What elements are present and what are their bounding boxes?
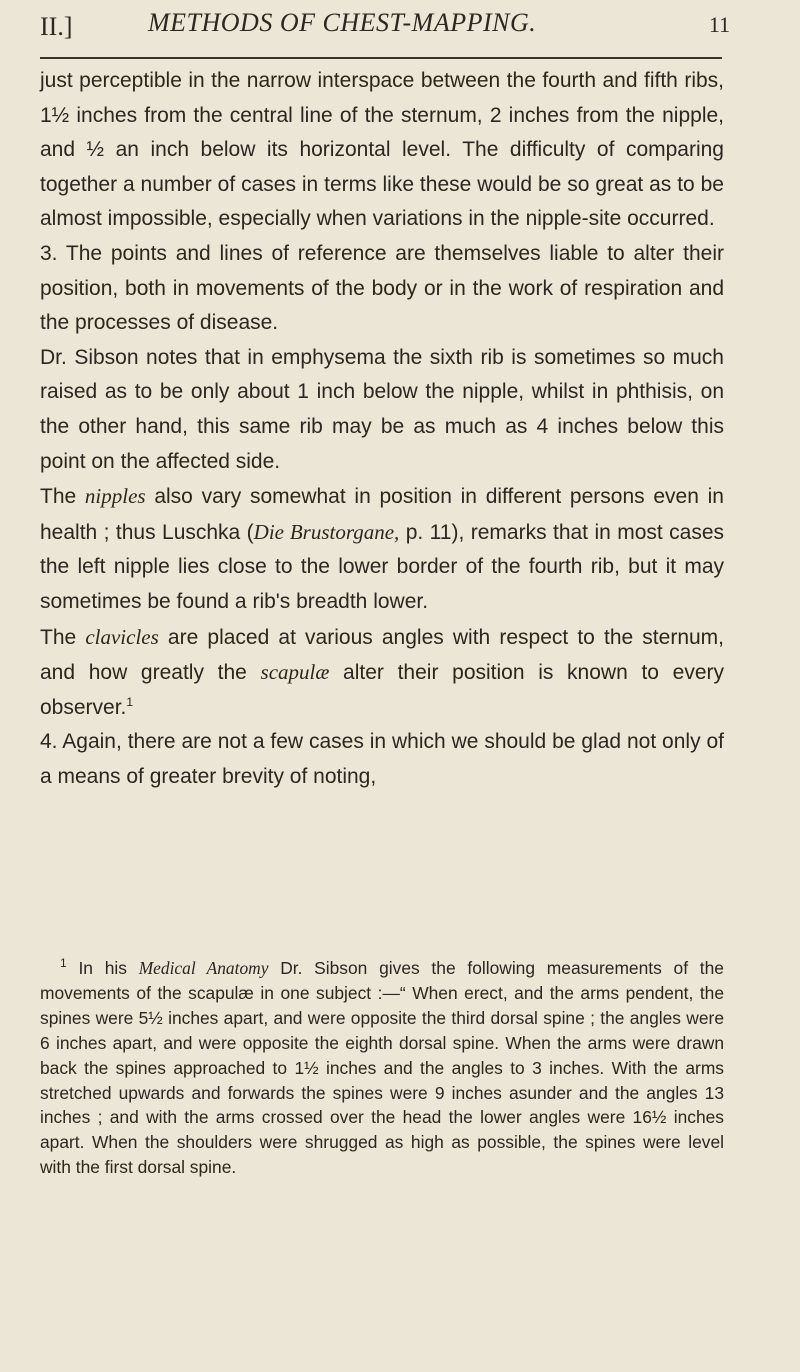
book-title: Medical Anatomy [138, 958, 269, 978]
page-number: 11 [708, 12, 730, 37]
header-rule [40, 57, 722, 59]
footnote-reference: 1 [126, 694, 134, 709]
text-run: are placed at various angles with respect to the sternum, and how greatly the [40, 625, 725, 685]
text-run: The [40, 485, 85, 509]
paragraph: Dr. Sibson notes that in emphysema the sixth rib is sometimes so much raised as to be only about 1 inch below the nipple, whilst in phthisis, on the other hand, this same rib may be as much as 4 inches below this point on the affected side. [40, 345, 724, 473]
text-run: In his [66, 958, 139, 978]
footnote-mark: 1 [60, 956, 67, 971]
emphasis-nipples: nipples [84, 484, 146, 509]
paragraph: 3. The points and lines of reference are themselves liable to alter their position, both in movements of the body or in the work of respiration and the processes of disease. [40, 241, 724, 335]
body-text [40, 64, 724, 794]
paragraph [40, 479, 724, 619]
paragraph: just perceptible in the narrow interspace between the fourth and fifth ribs, 1½ inches from the central line of the sternum, 2 inches from the nipple, and ½ an inch below its horizontal level. The difficulty of comparing together a number of cases in terms like these would be so great as to be almost impossible, especially when variations in the nipple-site occurred. [40, 69, 724, 231]
running-head [40, 8, 730, 50]
text-run: alter their position is known to every observer. [40, 661, 724, 719]
book-title: Die Brustorgane, [253, 519, 400, 544]
text-run: p. 11), remarks that in most cases the left nipple lies close to the lower border of the fourth rib, but it may sometimes be found a rib's breadth lower. [40, 520, 725, 613]
text-run: also vary somewhat in position in different persons even in health ; thus Luschka ( [40, 485, 724, 544]
paragraph: 4. Again, there are not a few cases in which we should be glad not only of a means of greater brevity of noting, [40, 730, 724, 788]
footnote [40, 956, 724, 1180]
emphasis-scapulae: scapulæ [260, 660, 330, 685]
chapter-number: II.] [40, 12, 73, 41]
paragraph [40, 620, 724, 726]
text-run: Dr. Sibson gives the following measurements of the movements of the scapulæ in one subject :—“ When erect, and the arms pendent, the spines were 5½ inches apart, and were opposite the third dorsal spine ; the angles were 6 inches apart, and were opposite the eighth dorsal spine. When the arms were drawn back the spines approached to 1½ inches and the angles to 3 inches. With the arms stretched upwards and forwards the spines were 9 inches asunder and the angles 13 inches ; and with the arms crossed over the head the lower angles were 16½ inches apart. When the shoulders were shrugged as high as possible, the spines were level with the first dorsal spine. [40, 958, 724, 1178]
text-run: The [40, 625, 86, 649]
footnote-paragraph [40, 956, 724, 1180]
emphasis-clavicles: clavicles [85, 624, 159, 649]
running-title: METHODS OF CHEST-MAPPING. [148, 8, 537, 37]
